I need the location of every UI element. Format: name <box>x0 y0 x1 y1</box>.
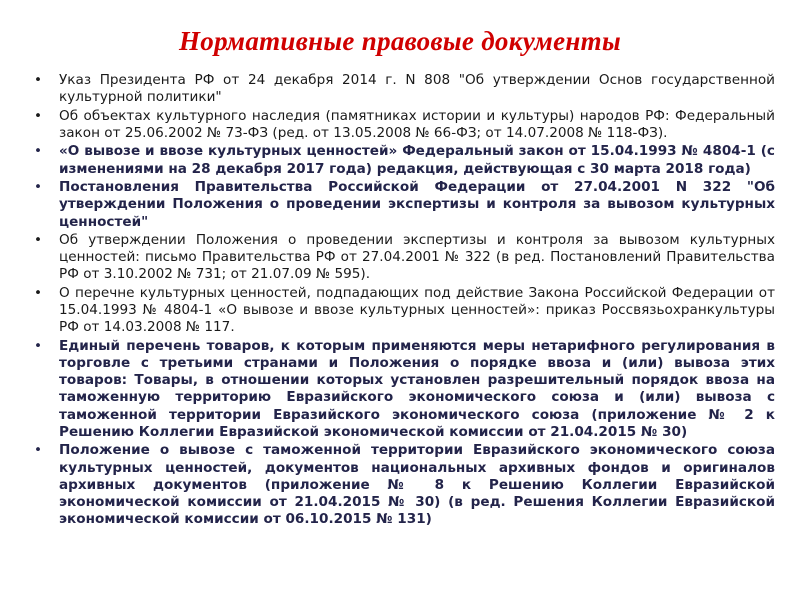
list-item <box>33 232 775 284</box>
bullet-icon: • <box>34 107 43 124</box>
document-list <box>33 72 775 530</box>
list-item-text: Постановления Правительства Российской Федерации от 27.04.2001 N 322 "Об утверждении Положения о проведении экспертизы и контроля за вывозом культурных ценностей" <box>59 179 775 230</box>
bullet-icon: • <box>34 179 43 196</box>
list-item-text: О перечне культурных ценностей, подпадающих под действие Закона Российской Федерации от 15.04.1993 № 4804-1 «О вывозе и ввозе культурных ценностей»: приказ Россвязьохранкультуры РФ от 14.03.2008 № 117. <box>59 284 775 336</box>
bullet-icon: • <box>34 143 43 160</box>
bullet-icon: • <box>34 284 43 301</box>
bullet-icon: • <box>34 232 43 249</box>
list-item <box>33 108 775 142</box>
list-item <box>33 143 775 177</box>
list-item <box>33 72 775 106</box>
list-item-text: Об объектах культурного наследия (памятниках истории и культуры) народов РФ: Федеральный закон от 25.06.2002 № 73-ФЗ (ред. от 13.05.2008 № 66-ФЗ; от 14.07.2008 № 118-ФЗ). <box>59 107 775 141</box>
list-item <box>33 442 775 528</box>
bullet-icon: • <box>34 442 43 459</box>
page-title: Нормативные правовые документы <box>178 26 622 56</box>
list-item-text: Об утверждении Положения о проведении экспертизы и контроля за вывозом культурных ценностей: письмо Правительства РФ от 27.04.2001 № 322 (в ред. Постановлений Правительства РФ от 3.10.2002 № 731; от 21.07.09 № 595). <box>59 232 775 283</box>
list-item <box>33 338 775 441</box>
list-item-text: Положение о вывозе с таможенной территории Евразийского экономического союза культурных ценностей, документов национальных архивных фондов и оригиналов архивных документов (приложение № 8 к Решению Коллегии Евразийской экономической комиссии от 21.04.2015 № 30) (в ред. Решения Коллегии Евразийской экономической комиссии от 06.10.2015 № 131) <box>59 442 775 528</box>
list-item-text: «О вывозе и ввозе культурных ценностей» Федеральный закон от 15.04.1993 № 4804-1 (с изменениями на 28 декабря 2017 года) редакция, действующая с 30 марта 2018 года) <box>59 143 775 177</box>
list-item-text: Указ Президента РФ от 24 декабря 2014 г. N 808 "Об утверждении Основ государственной культурной политики" <box>59 72 775 106</box>
bullet-icon: • <box>34 337 43 354</box>
list-item-text: Единый перечень товаров, к которым применяются меры нетарифного регулирования в торговле с третьими странами и Положения о порядке ввоза и (или) вывоза этих товаров: Товары, в отношении которых установлен разрешительный порядок ввоза на таможенную территорию Евразийского экономического союза и (или) вывоза с таможенной территории Евразийского экономического союза (приложение № 2 к Решению Коллегии Евразийской экономической комиссии от 21.04.2015 № 30) <box>59 337 775 440</box>
list-item <box>33 179 775 231</box>
list-item <box>33 285 775 337</box>
bullet-icon: • <box>34 72 43 88</box>
